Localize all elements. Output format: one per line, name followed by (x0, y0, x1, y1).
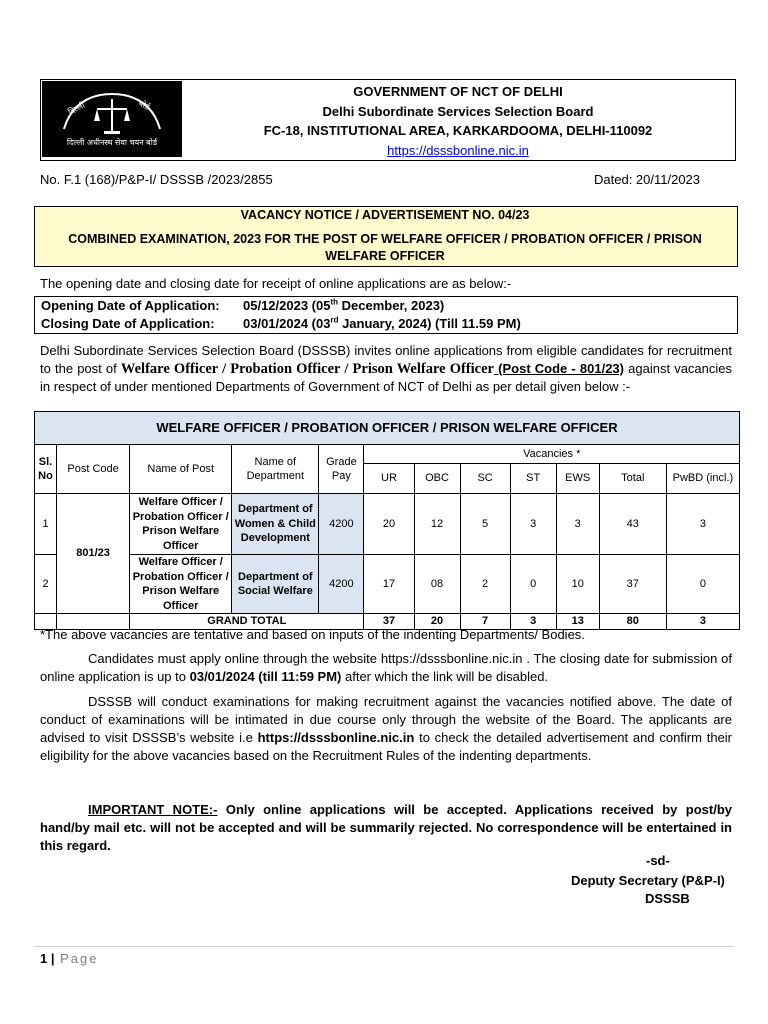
post-code-cell: 801/23 (57, 494, 130, 614)
footer-divider (34, 946, 734, 947)
svg-text:दिल्ली: दिल्ली (66, 100, 87, 117)
invitation-paragraph: Delhi Subordinate Services Selection Board (DSSSB) invites online applications from eligible candidates for recruitment to the post of Welfare Officer / Probation Officer / Prison Welfare Officer (Post Code - 801/23) against vacancies in respect of under mentioned Departments of Government of NCT of Delhi as per detail given below :- (40, 343, 733, 394)
table-row: 2 Welfare Officer / Probation Officer / Prison Welfare Officer Department of Social Welfare 4200 17 08 2 0 10 37 0 (35, 555, 740, 614)
signatory-org: DSSSB (645, 891, 690, 906)
col-post-code: Post Code (57, 445, 130, 494)
col-department: Name of Department (232, 445, 319, 494)
vacancy-footnote: *The above vacancies are tentative and based on inputs of the indenting Departments/ Bodies. (40, 627, 585, 642)
col-sl: Sl. No (35, 445, 57, 494)
col-ur: UR (364, 464, 414, 494)
page-footer (40, 951, 98, 966)
table-title: WELFARE OFFICER / PROBATION OFFICER / PRISON WELFARE OFFICER (35, 412, 740, 445)
opening-date-label: Opening Date of Application: (41, 298, 220, 313)
col-post-name: Name of Post (130, 445, 232, 494)
letterhead-text (182, 82, 734, 160)
page-label: Page (54, 951, 99, 966)
closing-date-value: 03/01/2024 (03rd January, 2024) (Till 11.59 PM) (243, 315, 521, 331)
col-obc: OBC (414, 464, 460, 494)
post-name: Welfare Officer / Probation Officer / Prison Welfare Officer (120, 360, 494, 377)
govt-name: GOVERNMENT OF NCT OF DELHI (353, 84, 563, 99)
board-address: FC-18, INSTITUTIONAL AREA, KARKARDOOMA, DELHI-110092 (263, 123, 653, 138)
col-sc: SC (460, 464, 510, 494)
important-note: IMPORTANT NOTE:- Only online applications will be accepted. Applications received by post/by hand/by mail etc. will not be accepted and will be summarily rejected. No correspondence will be entertained in this regard. (40, 802, 732, 853)
dates-intro: The opening date and closing date for receipt of online applications are as below:- (40, 276, 512, 291)
col-ews: EWS (556, 464, 599, 494)
col-pwbd: PwBD (incl.) (666, 464, 739, 494)
col-st: ST (510, 464, 556, 494)
page-number: 1 | (40, 951, 55, 966)
col-total: Total (599, 464, 666, 494)
logo-tagline: दिल्ली अधीनस्थ सेवा चयन बोर्ड (66, 138, 158, 147)
application-dates-box (34, 296, 738, 334)
apply-online-paragraph: Candidates must apply online through the website https://dsssbonline.nic.in . The closing date for submission of online application is up to 03/01/2024 (till 11:59 PM) after which the link will be disabled. (40, 651, 732, 684)
post-code: (Post Code - 801/23) (494, 360, 624, 376)
signatory-designation: Deputy Secretary (P&P-I) (571, 873, 725, 888)
table-row: 1 801/23 Welfare Officer / Probation Officer / Prison Welfare Officer Department of Women & Child Development 4200 20 12 5 3 3 43 3 (35, 494, 740, 555)
closing-date-label: Closing Date of Application: (41, 316, 215, 331)
vacancy-table (34, 411, 740, 630)
reference-number: No. F.1 (168)/P&P-I/ DSSSB /2023/2855 (40, 172, 273, 187)
grand-total-row: GRAND TOTAL 37 20 7 3 13 80 3 (35, 614, 740, 630)
col-grade-pay: Grade Pay (319, 445, 364, 494)
opening-date-value: 05/12/2023 (05th December, 2023) (243, 297, 445, 313)
important-note-label: IMPORTANT NOTE:- (88, 802, 218, 817)
examination-paragraph: DSSSB will conduct examinations for making recruitment against the vacancies notified above. The date of conduct of examinations will be intimated in due course only through the website of the Board. The applicants are advised to visit DSSSB’s website i.e https://dsssbonline.nic.in to check the detailed advertisement and confirm their eligibility for the above vacancies based on the Recruitment Rules of the indenting departments. (40, 694, 732, 763)
notice-title: COMBINED EXAMINATION, 2023 FOR THE POST OF WELFARE OFFICER / PROBATION OFFICER / PRISON WELFARE OFFICER (68, 232, 702, 263)
date: Dated: 20/11/2023 (594, 172, 701, 187)
notice-number: VACANCY NOTICE / ADVERTISEMENT NO. 04/23 (240, 208, 530, 222)
col-vacancies: Vacancies * (364, 445, 740, 464)
board-name: Delhi Subordinate Services Selection Board (322, 103, 594, 119)
dsssb-logo (42, 81, 182, 157)
svg-text:बोर्ड: बोर्ड (137, 98, 151, 112)
website-link[interactable]: https://dsssbonline.nic.in (387, 142, 529, 158)
opening-date-row (35, 298, 737, 315)
closing-date-row (35, 316, 737, 333)
signature-sd: -sd- (646, 853, 670, 868)
